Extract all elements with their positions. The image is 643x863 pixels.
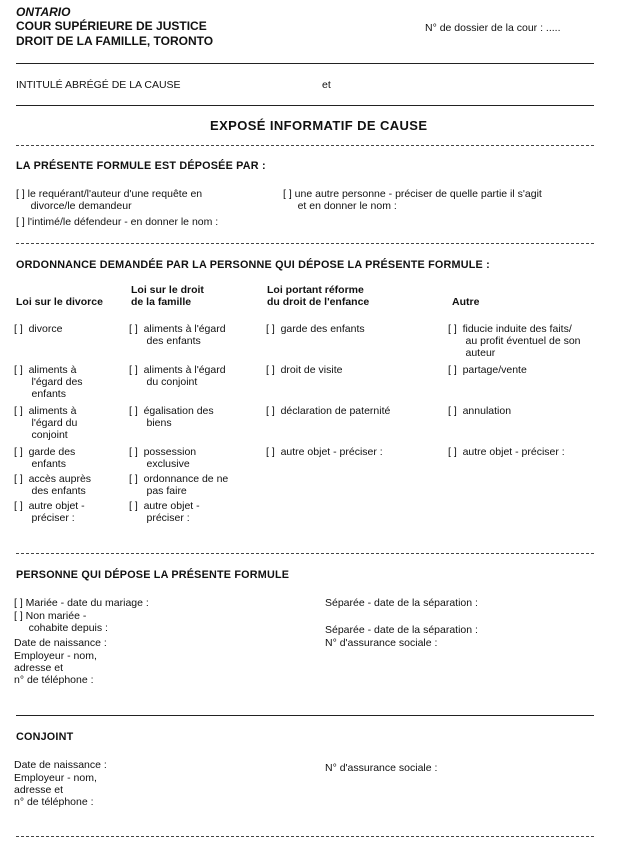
divider	[16, 553, 594, 554]
filer-employer-field[interactable]: Employeur - nom, adresse et n° de téléphone :	[14, 650, 97, 686]
filed-by-respondent-option[interactable]: [ ] l'intimé/le défendeur - en donner le nom :	[16, 216, 219, 228]
orders-heading: ORDONNANCE DEMANDÉE PAR LA PERSONNE QUI DÉPOSE LA PRÉSENTE FORMULE :	[16, 259, 490, 271]
order-spousal-support-family-checkbox[interactable]: [ ] aliments à l'égard du conjoint	[129, 364, 226, 388]
order-annulment-checkbox[interactable]: [ ] annulation	[448, 405, 512, 417]
filer-date-of-birth-field[interactable]: Date de naissance :	[14, 637, 107, 649]
order-paternity-checkbox[interactable]: [ ] déclaration de paternité	[266, 405, 391, 417]
divider	[16, 63, 594, 64]
spouse-heading: CONJOINT	[16, 731, 74, 743]
spouse-date-of-birth-field[interactable]: Date de naissance :	[14, 759, 107, 771]
order-partition-sale-checkbox[interactable]: [ ] partage/vente	[448, 364, 527, 376]
court-file-number[interactable]: N° de dossier de la cour : .....	[425, 22, 561, 34]
order-access-clra-checkbox[interactable]: [ ] droit de visite	[266, 364, 343, 376]
order-restraining-checkbox[interactable]: [ ] ordonnance de ne pas faire	[129, 473, 229, 497]
order-custody-clra-checkbox[interactable]: [ ] garde des enfants	[266, 323, 365, 335]
order-spousal-support-divorce-checkbox[interactable]: [ ] aliments à l'égard du conjoint	[14, 405, 78, 441]
unmarried-cohabiting-field[interactable]: [ ] Non mariée - cohabite depuis :	[14, 610, 108, 634]
divorce-act-column-header: Loi sur le divorce	[16, 296, 103, 308]
divider	[16, 243, 594, 244]
divider	[16, 836, 594, 837]
short-title-and: et	[322, 79, 331, 91]
separation-date-field[interactable]: Séparée - date de la séparation :	[325, 597, 478, 609]
court-name: COUR SUPÉRIEURE DE JUSTICE	[16, 19, 207, 33]
spouse-employer-field[interactable]: Employeur - nom, adresse et n° de téléphone :	[14, 772, 97, 808]
children-law-reform-act-column-header: Loi portant réforme du droit de l'enfance	[267, 284, 370, 308]
order-other-family-checkbox[interactable]: [ ] autre objet - préciser :	[129, 500, 200, 524]
order-child-support-family-checkbox[interactable]: [ ] aliments à l'égard des enfants	[129, 323, 226, 347]
order-child-support-divorce-checkbox[interactable]: [ ] aliments à l'égard des enfants	[14, 364, 83, 400]
other-column-header: Autre	[452, 296, 480, 308]
divider	[16, 105, 594, 106]
order-other-divorce-checkbox[interactable]: [ ] autre objet - préciser :	[14, 500, 85, 524]
order-property-equalization-checkbox[interactable]: [ ] égalisation des biens	[129, 405, 214, 429]
filer-sin-field[interactable]: N° d'assurance sociale :	[325, 637, 438, 649]
order-divorce-checkbox[interactable]: [ ] divorce	[14, 323, 63, 335]
spouse-sin-field[interactable]: N° d'assurance sociale :	[325, 762, 438, 774]
order-constructive-trust-checkbox[interactable]: [ ] fiducie induite des faits/ au profit éventuel de son auteur	[448, 323, 581, 359]
court-division: DROIT DE LA FAMILLE, TORONTO	[16, 34, 214, 48]
order-exclusive-possession-checkbox[interactable]: [ ] possession exclusive	[129, 446, 197, 470]
divider	[16, 715, 594, 716]
order-custody-divorce-checkbox[interactable]: [ ] garde des enfants	[14, 446, 76, 470]
filed-by-heading: LA PRÉSENTE FORMULE EST DÉPOSÉE PAR :	[16, 160, 266, 172]
order-other-clra-checkbox[interactable]: [ ] autre objet - préciser :	[266, 446, 383, 458]
order-access-divorce-checkbox[interactable]: [ ] accès auprès des enfants	[14, 473, 92, 497]
divider	[16, 145, 594, 146]
filer-heading: PERSONNE QUI DÉPOSE LA PRÉSENTE FORMULE	[16, 569, 290, 581]
province-label: ONTARIO	[16, 5, 71, 19]
family-law-act-column-header: Loi sur le droit de la famille	[131, 284, 204, 308]
separation-date-field-2[interactable]: Séparée - date de la séparation :	[325, 624, 478, 636]
married-date-field[interactable]: [ ] Mariée - date du mariage :	[14, 597, 149, 609]
form-title: EXPOSÉ INFORMATIF DE CAUSE	[210, 118, 428, 133]
filed-by-applicant-option[interactable]: [ ] le requérant/l'auteur d'une requête en divorce/le demandeur	[16, 188, 203, 212]
order-other-checkbox[interactable]: [ ] autre objet - préciser :	[448, 446, 565, 458]
filed-by-other-option[interactable]: [ ] une autre personne - préciser de quelle partie il s'agit et en donner le nom :	[283, 188, 542, 212]
short-title-label: INTITULÉ ABRÉGÉ DE LA CAUSE	[16, 79, 181, 91]
